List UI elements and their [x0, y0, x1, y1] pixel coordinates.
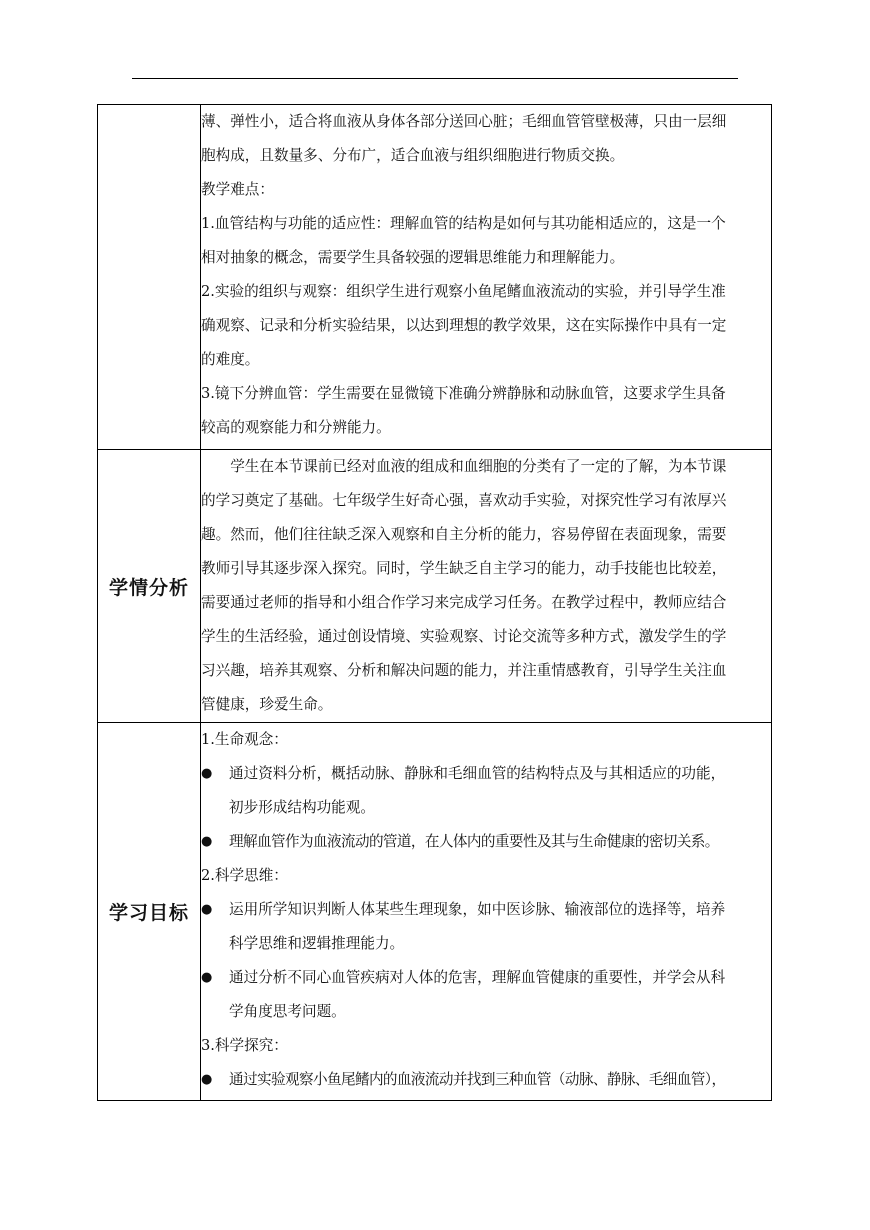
student-analysis-label: 学情分析: [98, 450, 201, 723]
bullet-text: 科学思维和逻辑推理能力。: [229, 935, 405, 952]
text-line: 3.镜下分辨血管：学生需要在显微镜下准确分辨静脉和动脉血管，这要求学生具备: [201, 385, 726, 402]
text-line: 2.实验的组织与观察：组织学生进行观察小鱼尾鳍血液流动的实验，并引导学生准: [201, 283, 726, 300]
section-heading: 1.生命观念：: [201, 731, 288, 748]
text-line: 1.血管结构与功能的适应性：理解血管的结构是如何与其功能相适应的，这是一个: [201, 215, 726, 232]
bullet-item: [201, 1063, 771, 1097]
learning-objectives-label: 学习目标: [98, 723, 201, 1101]
bullet-icon: ●: [201, 970, 213, 985]
bullet-icon: ●: [201, 1072, 213, 1087]
bullet-item: [201, 757, 771, 825]
text-line: 需要通过老师的指导和小组合作学习来完成学习任务。在教学过程中，教师应结合: [201, 594, 727, 611]
bullet-text: 学角度思考问题。: [229, 1003, 346, 1020]
bullet-text: 初步形成结构功能观。: [229, 799, 375, 816]
bullet-item: [201, 893, 771, 961]
row-label-empty: [98, 105, 201, 450]
section-heading: 3.科学探究：: [201, 1037, 288, 1054]
text-line: 习兴趣，培养其观察、分析和解决问题的能力，并注重情感教育，引导学生关注血: [201, 662, 727, 679]
bullet-text: 运用所学知识判断人体某些生理现象，如中医诊脉、输液部位的选择等，培养: [229, 901, 726, 918]
student-analysis-cell: [201, 450, 772, 723]
bullet-icon: ●: [201, 902, 213, 917]
text-line: 学生的生活经验，通过创设情境、实验观察、讨论交流等多种方式，激发学生的学: [201, 628, 727, 645]
text-line: 教学难点：: [201, 181, 274, 198]
text-line: 相对抽象的概念，需要学生具备较强的逻辑思维能力和理解能力。: [201, 249, 625, 266]
text-line: 薄、弹性小，适合将血液从身体各部分送回心脏；毛细血管管壁极薄，只由一层细: [201, 113, 727, 130]
bullet-text: 通过分析不同心血管疾病对人体的危害，理解血管健康的重要性，并学会从科: [229, 969, 726, 986]
bullet-icon: ●: [201, 834, 213, 849]
text-line: 学生在本节课前已经对血液的组成和血细胞的分类有了一定的了解，为本节课: [230, 458, 727, 475]
text-line: 管健康，珍爱生命。: [201, 696, 333, 713]
learning-objectives-cell: [201, 723, 772, 1101]
bullet-item: [201, 825, 771, 859]
header-rule: [132, 78, 738, 79]
bullet-text: 通过实验观察小鱼尾鳍内的血液流动并找到三种血管（动脉、静脉、毛细血管），: [229, 1071, 726, 1088]
text-line: 的学习奠定了基础。七年级学生好奇心强，喜欢动手实验，对探究性学习有浓厚兴: [201, 492, 727, 509]
bullet-item: [201, 961, 771, 1029]
text-line: 确观察、记录和分析实验结果，以达到理想的教学效果，这在实际操作中具有一定: [201, 317, 727, 334]
text-line: 胞构成，且数量多、分布广，适合血液与组织细胞进行物质交换。: [201, 147, 625, 164]
table-row: [98, 105, 772, 450]
text-line: 较高的观察能力和分辨能力。: [201, 419, 391, 436]
bullet-icon: ●: [201, 766, 213, 781]
lesson-plan-table: [97, 104, 772, 1101]
table-row: [98, 723, 772, 1101]
table-row: [98, 450, 772, 723]
text-line: 趣。然而，他们往往缺乏深入观察和自主分析的能力，容易停留在表面现象，需要: [201, 526, 727, 543]
bullet-text: 理解血管作为血液流动的管道，在人体内的重要性及其与生命健康的密切关系。: [229, 833, 719, 850]
teaching-difficulties-cell: [201, 105, 772, 450]
bullet-text: 通过资料分析，概括动脉、静脉和毛细血管的结构特点及与其相适应的功能，: [229, 765, 726, 782]
text-line: 教师引导其逐步深入探究。同时，学生缺乏自主学习的能力，动手技能也比较差，: [201, 560, 727, 577]
section-heading: 2.科学思维：: [201, 867, 288, 884]
text-line: 的难度。: [201, 351, 260, 368]
